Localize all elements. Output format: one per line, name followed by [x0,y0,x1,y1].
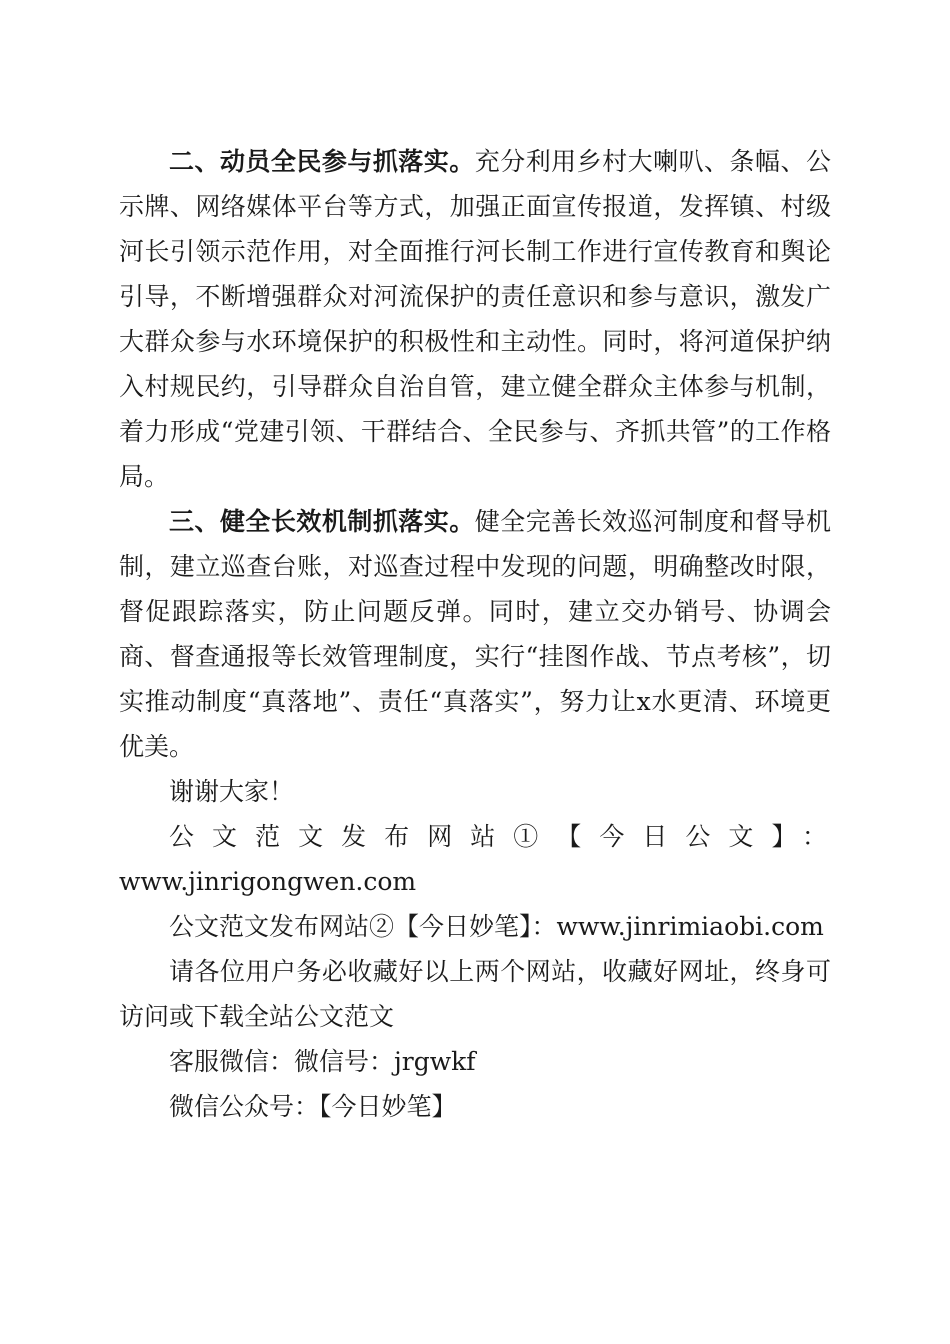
document-body [119,139,831,1129]
paragraph-text: 充分利用乡村大喇叭、条幅、公示牌、网络媒体平台等方式，加强正面宣传报道，发挥镇、村级河长引领示范作用，对全面推行河长制工作进行宣传教育和舆论引导，不断增强群众对河流保护的责任意识和参与意识，激发广大群众参与水环境保护的积极性和主动性。同时，将河道保护纳入村规民约，引导群众自治自管，建立健全群众主体参与机制，着力形成“党建引领、干群结合、全民参与、齐抓共管”的工作格局。 [119,147,831,491]
site2-line[interactable]: 公文范文发布网站②【今日妙笔】：www.jinrimiaobi.com [169,912,824,941]
notice-line: 请各位用户务必收藏好以上两个网站，收藏好网址，终身可访问或下载全站公文范文 [119,957,831,1031]
thanks-line: 谢谢大家！ [169,777,295,806]
paragraph-heading: 三、健全长效机制抓落实。 [169,507,475,536]
paragraph-text: 健全完善长效巡河制度和督导机制，建立巡查台账，对巡查过程中发现的问题，明确整改时限，督促跟踪落实，防止问题反弹。同时，建立交办销号、协调会商、督查通报等长效管理制度，实行“挂图作战、节点考核”，切实推动制度“真落地”、责任“真落实”，努力让x水更清、环境更优美。 [119,507,831,761]
site1-label: 公文范文发布网站①【今日公文】： [169,822,831,851]
paragraph-heading: 二、动员全民参与抓落实。 [169,147,475,176]
site1-url[interactable]: www.jinrigongwen.com [119,867,417,896]
paragraph-mechanism [119,499,831,769]
service-wechat: 客服微信：微信号：jrgwkf [169,1047,476,1076]
official-account: 微信公众号：【今日妙笔】 [169,1092,457,1121]
paragraph-mobilize [119,139,831,499]
